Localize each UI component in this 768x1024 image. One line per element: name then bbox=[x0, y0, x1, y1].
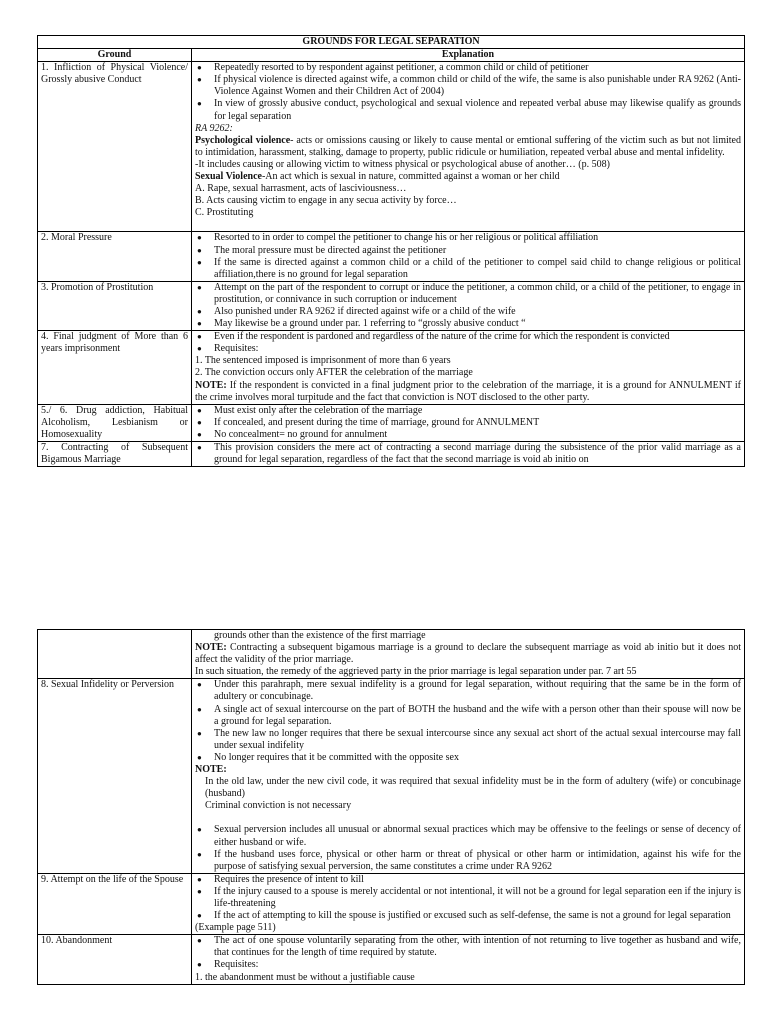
bullet-item: ● No longer requires that it be committed with the opposite sex bbox=[195, 752, 741, 764]
bullet-item: ● Must exist only after the celebration of the marriage bbox=[195, 405, 741, 417]
bullet-item: ● Requisites: bbox=[195, 959, 741, 971]
document-page-2 bbox=[37, 629, 744, 985]
grounds-table bbox=[37, 35, 745, 467]
table-row bbox=[38, 331, 745, 405]
bullet-item: ● Repeatedly resorted to by respondent against petitioner, a common child or child of petitioner bbox=[195, 62, 741, 74]
paragraph: -It includes causing or allowing victim to witness physical or psychological abuse of another… (p. 508) bbox=[195, 158, 610, 170]
bullet-item: ● Requires the presence of intent to kill bbox=[195, 874, 741, 886]
table-row bbox=[38, 935, 745, 984]
explanation-cell bbox=[192, 62, 745, 232]
bullet-item: ● Resorted to in order to compel the petitioner to change his or her religious or political affiliation bbox=[195, 232, 741, 244]
note-text: If the respondent is convicted in a final judgment prior to the celebration of the marriage, it is a ground for ANNULMENT if the crime involves moral turpitude and the fact that conviction is NOT disclosed to the other party. bbox=[195, 379, 741, 403]
explanation-cell bbox=[192, 873, 745, 934]
bullet-item: ● In view of grossly abusive conduct, psychological and sexual violence and repeated verbal abuse may likewise qualify as grounds for legal separation bbox=[195, 98, 741, 122]
term-label: Sexual Violence bbox=[195, 171, 262, 183]
paragraph: (Example page 511) bbox=[195, 922, 276, 934]
list-item: A. Rape, sexual harrasment, acts of lasciviousness… bbox=[195, 183, 407, 195]
note-text: Contracting a subsequent bigamous marriage is a ground to declare the subsequent marriage as void ab initio but it does not affect the validity of the prior marriage. bbox=[195, 642, 741, 666]
bullet-item: ● The new law no longer requires that there be sexual intercourse since any sexual act short of the actual sexual intercourse may fall under sexual indifelity bbox=[195, 728, 741, 752]
table-row bbox=[38, 679, 745, 873]
table-row bbox=[38, 442, 745, 467]
explanation-cell bbox=[192, 232, 745, 281]
bullet-item: ● If physical violence is directed against wife, a common child or child of the wife, the same is also punishable under RA 9262 (Anti-Violence Against Women and their Children Act of 2004) bbox=[195, 74, 741, 98]
explanation-cell bbox=[192, 442, 745, 467]
bullet-item: ● May likewise be a ground under par. 1 referring to “grossly abusive conduct “ bbox=[195, 318, 741, 330]
bullet-item: ● A single act of sexual intercourse on the part of BOTH the husband and the wife with a person other than their spouse will now be a ground for legal separation. bbox=[195, 704, 741, 728]
table-title: GROUNDS FOR LEGAL SEPARATION bbox=[38, 36, 745, 49]
column-header-explanation: Explanation bbox=[192, 49, 745, 62]
paragraph: In such situation, the remedy of the aggrieved party in the prior marriage is legal separation under par. 7 art 55 bbox=[195, 666, 637, 678]
bullet-item: ● If the act of attempting to kill the spouse is justified or excused such as self-defense, the same is not a ground for legal separation bbox=[195, 910, 741, 922]
bullet-item: ● If concealed, and present during the time of marriage, ground for ANNULMENT bbox=[195, 417, 741, 429]
document-page-1 bbox=[37, 35, 744, 467]
table-row bbox=[38, 62, 745, 232]
term-definition: -An act which is sexual in nature, committed against a woman or her child bbox=[261, 171, 560, 183]
note-label: NOTE: bbox=[195, 642, 227, 654]
bullet-item: ● No concealment= no ground for annulment bbox=[195, 429, 741, 441]
ground-cell: 3. Promotion of Prostitution bbox=[38, 281, 192, 330]
ground-cell: 2. Moral Pressure bbox=[38, 232, 192, 281]
table-row bbox=[38, 281, 745, 330]
ground-cell: 10. Abandonment bbox=[38, 935, 192, 984]
grounds-table-continued bbox=[37, 629, 745, 985]
list-item: C. Prostituting bbox=[195, 207, 254, 219]
bullet-item: ● If the husband uses force, physical or other harm or threat of physical or other harm or intimidation, against his wife for the purpose of satisfying sexual perversion, the same constitutes a crime under RA 9262 bbox=[195, 849, 741, 873]
bullet-item: ● If the injury caused to a spouse is merely accidental or not intentional, it will not be a ground for legal separation een if the injury is life-threatening bbox=[195, 886, 741, 910]
table-row bbox=[38, 630, 745, 679]
ground-cell: 8. Sexual Infidelity or Perversion bbox=[38, 679, 192, 873]
term-label: Psychological violence bbox=[195, 134, 291, 146]
bullet-item: ● Even if the respondent is pardoned and regardless of the nature of the crime for which the respondent is convicted bbox=[195, 331, 741, 343]
ground-cell bbox=[38, 630, 192, 679]
bullet-item: ● Sexual perversion includes all unusual or abnormal sexual practices which may be offensive to the feelings or sense of decency of either husband or wife. bbox=[195, 824, 741, 848]
explanation-cell bbox=[192, 404, 745, 441]
bullet-item: ● The moral pressure must be directed against the petitioner bbox=[195, 245, 741, 257]
list-item: 2. The conviction occurs only AFTER the celebration of the marriage bbox=[195, 367, 473, 379]
ra-heading: RA 9262: bbox=[195, 122, 233, 134]
column-header-ground: Ground bbox=[38, 49, 192, 62]
bullet-item: ● Attempt on the part of the respondent to corrupt or induce the petitioner, a common child, or a child of the petitioner, to engage in prostitution, or connivance in such corruption or inducement bbox=[195, 282, 741, 306]
ground-cell: 7. Contracting of Subsequent Bigamous Marriage bbox=[38, 442, 192, 467]
bullet-item: ● If the same is directed against a common child or a child of the petitioner to compel said child to change religious or political affiliation,there is no ground for legal separation bbox=[195, 257, 741, 281]
table-row bbox=[38, 404, 745, 441]
bullet-item: ● The act of one spouse voluntarily separating from the other, with intention of not returning to live together as husband and wife, that continues for the length of time required by statute. bbox=[195, 935, 741, 959]
ground-cell: 5./ 6. Drug addiction, Habitual Alcoholism, Lesbianism or Homosexuality bbox=[38, 404, 192, 441]
ground-cell: 4. Final judgment of More than 6 years imprisonment bbox=[38, 331, 192, 405]
term-definition: - acts or omissions causing or likely to cause mental or emtional suffering of the victim such as but not limited to intimidation, harassment, stalking, damage to property, public ridicule or humiliation, repeated verbal abuse and mental infidelity. bbox=[195, 134, 741, 158]
table-row bbox=[38, 873, 745, 934]
paragraph: In the old law, under the new civil code, it was required that sexual infidelity must be in the form of adultery (wife) or concubinage (husband) bbox=[205, 776, 741, 800]
list-item: 1. The sentenced imposed is imprisonment of more than 6 years bbox=[195, 355, 451, 367]
ground-cell: 1. Infliction of Physical Violence/ Grossly abusive Conduct bbox=[38, 62, 192, 232]
explanation-cell bbox=[192, 935, 745, 984]
list-item: B. Acts causing victim to engage in any secua activity by force… bbox=[195, 195, 457, 207]
continued-text: grounds other than the existence of the first marriage bbox=[214, 630, 426, 641]
bullet-item: ● This provision considers the mere act of contracting a second marriage during the subsistence of the prior valid marriage as a ground for legal separation, regardless of the fact that the second marriage is void ab initio on bbox=[195, 442, 741, 466]
table-row bbox=[38, 232, 745, 281]
ground-cell: 9. Attempt on the life of the Spouse bbox=[38, 873, 192, 934]
list-item: 1. the abandonment must be without a justifiable cause bbox=[195, 971, 415, 983]
bullet-item: ● Requisites: bbox=[195, 343, 741, 355]
explanation-cell bbox=[192, 331, 745, 405]
note-label: NOTE: bbox=[195, 764, 227, 776]
paragraph: Criminal conviction is not necessary bbox=[205, 800, 352, 812]
bullet-item: ● Under this parahraph, mere sexual indifelity is a ground for legal separation, without requiring that the same be in the form of adultery or concubinage. bbox=[195, 679, 741, 703]
explanation-cell bbox=[192, 679, 745, 873]
explanation-cell bbox=[192, 281, 745, 330]
bullet-item: ● Also punished under RA 9262 if directed against wife or a child of the wife bbox=[195, 306, 741, 318]
note-label: NOTE: bbox=[195, 379, 227, 391]
explanation-cell bbox=[192, 630, 745, 679]
